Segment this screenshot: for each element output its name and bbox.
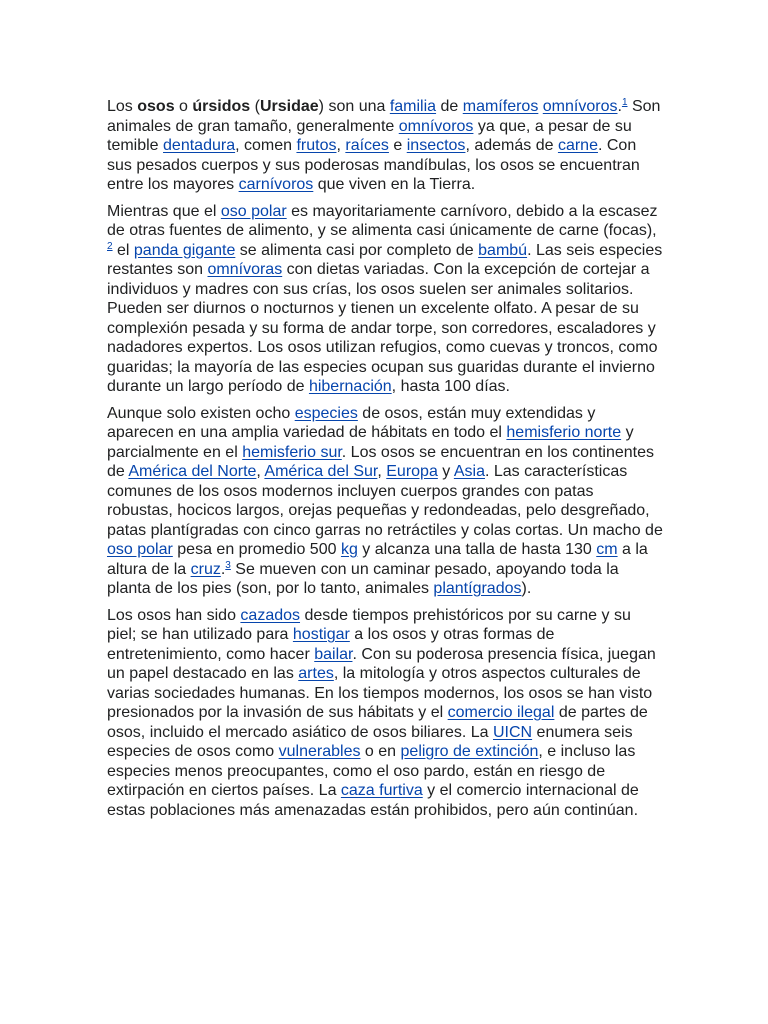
text-run: , bbox=[256, 463, 265, 480]
wiki-link[interactable]: peligro de extinción bbox=[400, 743, 539, 760]
text-run: Aunque solo existen ocho bbox=[107, 404, 295, 422]
text-run: o bbox=[174, 98, 193, 115]
text-run: Se mueven con un caminar pesado, apoyando toda la planta de los pies (son, por lo tanto, animales bbox=[107, 560, 619, 597]
wiki-link[interactable]: omnívoros bbox=[542, 98, 618, 115]
text-run: se alimenta casi por completo de bbox=[235, 241, 479, 259]
paragraph bbox=[107, 97, 663, 195]
text-run: el bbox=[112, 241, 134, 259]
bold-term: osos bbox=[137, 98, 175, 115]
wiki-link[interactable]: comercio ilegal bbox=[447, 704, 555, 721]
wiki-link[interactable]: Asia bbox=[453, 463, 485, 480]
text-run: Mientras que el bbox=[107, 202, 221, 220]
wiki-link[interactable]: bambú bbox=[478, 241, 528, 259]
text-run: con dietas variadas. Con la excepción de cortejar a individuos y madres con sus crías, los osos suelen ser animales solitarios. Pueden ser diurnos o nocturnos y tienen un excelente olfato. A pesar de su complexión pesada y su forma de andar torpe, son corredores, escaladores y nadadores expertos. Los osos utilizan refugios, como cuevas y troncos, como guaridas; la mayoría de las especies ocupan sus guaridas durante el invierno durante un largo período de bbox=[107, 261, 658, 395]
text-run: ). bbox=[521, 580, 532, 597]
text-run: Los bbox=[107, 98, 138, 115]
wiki-link[interactable]: dentadura bbox=[163, 137, 236, 154]
text-run: , bbox=[377, 463, 387, 480]
text-run: . Las seis especies restantes son bbox=[107, 241, 663, 278]
wiki-link[interactable]: kg bbox=[340, 541, 358, 558]
text-run: y parcialmente en el bbox=[107, 424, 634, 461]
text-run: , e incluso las especies menos preocupantes, como el oso pardo, están en riesgo de extirpación en ciertos países. La bbox=[107, 743, 636, 799]
wiki-link[interactable]: insectos bbox=[406, 137, 466, 154]
wiki-link[interactable]: hemisferio norte bbox=[506, 424, 622, 441]
wiki-link[interactable]: oso polar bbox=[220, 202, 287, 220]
article-body bbox=[107, 97, 663, 827]
wiki-link[interactable]: cazados bbox=[240, 606, 301, 624]
wiki-link[interactable]: carnívoros bbox=[238, 176, 314, 193]
footnote-link[interactable]: 3 bbox=[225, 559, 231, 571]
wiki-link[interactable]: omnívoras bbox=[207, 261, 283, 278]
wiki-link[interactable]: cm bbox=[596, 541, 618, 558]
wiki-link[interactable]: hemisferio sur bbox=[242, 443, 342, 461]
text-run: y alcanza una talla de hasta 130 bbox=[357, 541, 597, 558]
text-run: , comen bbox=[235, 137, 297, 154]
wiki-link[interactable]: frutos bbox=[296, 137, 337, 154]
wiki-link[interactable]: vulnerables bbox=[278, 743, 361, 760]
wiki-link[interactable]: UICN bbox=[492, 723, 533, 741]
bold-term: úrsidos bbox=[192, 98, 251, 115]
text-run: que viven en la Tierra. bbox=[313, 176, 476, 193]
text-run: ) son una bbox=[318, 98, 390, 115]
text-run: , bbox=[336, 137, 346, 154]
bold-term: Ursidae bbox=[259, 98, 319, 115]
paragraph bbox=[107, 606, 663, 821]
wiki-link[interactable]: carne bbox=[557, 137, 598, 154]
wiki-link[interactable]: hostigar bbox=[292, 626, 350, 643]
text-run: . bbox=[220, 560, 226, 578]
wiki-link[interactable]: mamíferos bbox=[462, 98, 539, 115]
wiki-link[interactable]: oso polar bbox=[107, 541, 173, 558]
paragraph bbox=[107, 202, 663, 397]
text-run: ( bbox=[250, 98, 260, 115]
text-run: e bbox=[388, 137, 407, 154]
footnote-link[interactable]: 1 bbox=[621, 97, 628, 108]
text-run: . Con su poderosa presencia física, juegan un papel destacado en las bbox=[107, 645, 656, 682]
text-run: de partes de osos, incluido el mercado asiático de osos biliares. La bbox=[107, 704, 648, 741]
text-run: a los osos y otras formas de entretenimiento, como hacer bbox=[107, 626, 555, 663]
text-run: o en bbox=[360, 743, 401, 760]
wiki-link[interactable]: raíces bbox=[345, 137, 389, 154]
text-run: . Las características comunes de los osos modernos incluyen cuerpos grandes con patas robustas, hocicos largos, orejas pequeñas y redondeadas, pelo desgreñado, patas plantígradas con cinco garras no retráctiles y colas cortas. Un macho de bbox=[107, 463, 663, 539]
text-run: . bbox=[617, 98, 622, 115]
wiki-link[interactable]: omnívoros bbox=[398, 117, 474, 135]
wiki-link[interactable]: Europa bbox=[386, 463, 438, 480]
text-run: , hasta 100 días. bbox=[391, 378, 510, 395]
text-run: , la mitología y otros aspectos culturales de varias sociedades humanas. En los tiempos modernos, los osos se han visto presionados por la invasión de sus hábitats y el bbox=[107, 665, 653, 721]
text-run: , además de bbox=[465, 137, 558, 154]
footnote-link[interactable]: 2 bbox=[107, 240, 113, 252]
wiki-link[interactable]: cruz bbox=[190, 560, 221, 578]
text-run: desde tiempos prehistóricos por su carne y su piel; se han utilizado para bbox=[107, 606, 631, 643]
text-run: a la altura de la bbox=[107, 541, 648, 578]
wiki-link[interactable]: plantígrados bbox=[433, 580, 522, 597]
text-run: ya que, a pesar de su temible bbox=[107, 117, 632, 154]
wiki-link[interactable]: especies bbox=[294, 404, 358, 422]
wiki-link[interactable]: bailar bbox=[314, 645, 353, 663]
wiki-link[interactable]: caza furtiva bbox=[340, 782, 423, 799]
wiki-link[interactable]: panda gigante bbox=[133, 241, 236, 259]
text-run: . Con sus pesados cuerpos y sus poderosas mandíbulas, los osos se encuentran entre los mayores bbox=[107, 137, 640, 193]
wiki-link[interactable]: familia bbox=[389, 98, 437, 115]
wiki-link[interactable]: hibernación bbox=[308, 378, 392, 395]
wiki-link[interactable]: América del Norte bbox=[128, 463, 257, 480]
text-run: de osos, están muy extendidas y aparecen en una amplia variedad de hábitats en todo el bbox=[107, 404, 596, 441]
text-run: Son animales de gran tamaño, generalmente bbox=[107, 98, 661, 135]
paragraph bbox=[107, 404, 663, 599]
wiki-link[interactable]: América del Sur bbox=[264, 463, 378, 480]
text-run: pesa en promedio 500 bbox=[172, 541, 341, 558]
text-run: Los osos han sido bbox=[107, 606, 241, 624]
text-run: es mayoritariamente carnívoro, debido a la escasez de otras fuentes de alimento, y se alimenta casi únicamente de carne (focas), bbox=[107, 202, 658, 239]
text-run: y bbox=[437, 463, 454, 480]
text-run: y el comercio internacional de estas poblaciones más amenazadas están prohibidos, pero aún continúan. bbox=[107, 782, 639, 819]
text-run: de bbox=[436, 98, 463, 115]
text-run: . Los osos se encuentran en los continentes de bbox=[107, 443, 654, 480]
text-run: enumera seis especies de osos como bbox=[107, 723, 633, 760]
wiki-link[interactable]: artes bbox=[298, 665, 334, 682]
